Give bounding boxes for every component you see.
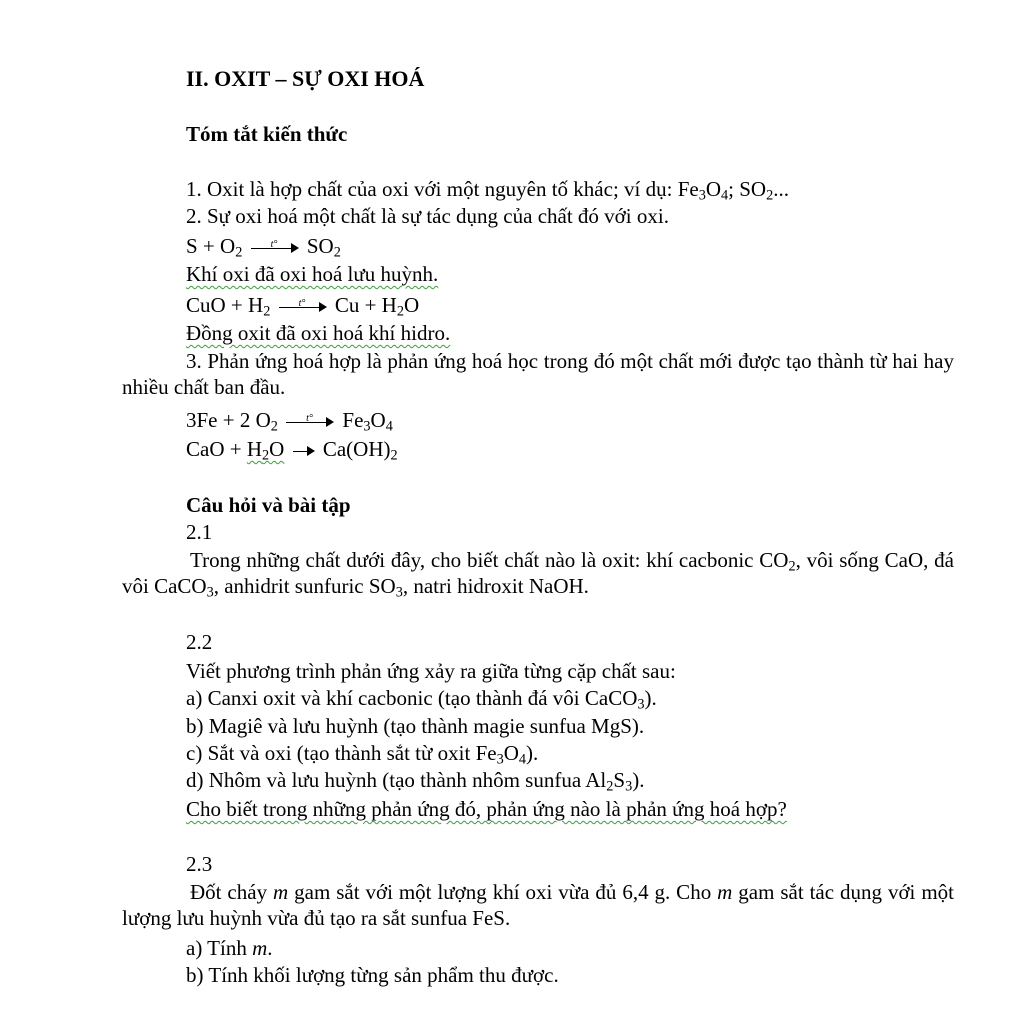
summary-heading: Tóm tắt kiến thức [186,122,348,146]
reaction-arrow-icon: t° [286,415,334,429]
reaction-arrow-icon [293,444,315,458]
question-2-1-text: Trong những chất dưới đây, cho biết chất nào là oxit: khí cacbonic $CO_2$, vôi sống CaO, đá vôi CaCO$_3$, anhidrit sunfuric $SO_3$, natri hidroxit NaOH. [122,548,954,601]
question-2-3-a: a) Tính m. [186,936,273,960]
question-2-2-c: c) Sắt và oxi (tạo thành sắt từ oxit $Fe_3O_4$). [186,741,539,768]
question-2-2-b: b) Magiê và lưu huỳnh (tạo thành magie sunfua MgS). [186,714,645,738]
question-2-2-intro: Viết phương trình phản ứng xảy ra giữa từng cặp chất sau: [186,659,676,683]
question-2-2-question: Cho biết trong những phản ứng đó, phản ứng nào là phản ứng hoá hợp? [186,797,787,821]
reaction-arrow-icon: t° [251,241,299,255]
question-2-3-b: b) Tính khối lượng từng sản phẩm thu được. [186,963,559,987]
equation-3: 3Fe + 2 $O_2$ t° $Fe_3O_4$ [186,408,393,435]
question-2-3-label: 2.3 [186,852,213,876]
point-2: 2. Sự oxi hoá một chất là sự tác dụng của chất đó với oxi. [186,204,669,228]
point-1: 1. Oxit là hợp chất của oxi với một nguyên tố khác; ví dụ: $Fe_3O_4$; $SO_2$... [186,177,789,204]
equation-2-note: Đồng oxit đã oxi hoá khí hidro. [186,321,451,345]
questions-heading: Câu hỏi và bài tập [186,493,351,517]
section-title: II. OXIT – SỰ OXI HOÁ [186,66,425,91]
equation-2: CuO + $H_2$ t° $Cu + H_2O$ [186,293,420,320]
reaction-arrow-icon: t° [279,300,327,314]
equation-1: $S + O_2$ t° $SO_2$ [186,234,341,261]
equation-4: CaO + $H_2O$ $Ca(OH)_2$ [186,437,398,464]
point-3: 3. Phản ứng hoá hợp là phản ứng hoá học trong đó một chất mới được tạo thành từ hai hay nhiều chất ban đầu. [122,349,954,399]
question-2-2-label: 2.2 [186,630,213,654]
equation-1-note: Khí oxi đã oxi hoá lưu huỳnh. [186,262,439,286]
question-2-2-d: d) Nhôm và lưu huỳnh (tạo thành nhôm sunfua $Al_2S_3$). [186,768,645,795]
question-2-3-text: Đốt cháy m gam sắt với một lượng khí oxi vừa đủ 6,4 g. Cho m gam sắt tác dụng với một lượng lưu huỳnh vừa đủ tạo ra sắt sunfua FeS. [122,880,954,930]
question-2-1-label: 2.1 [186,520,213,544]
question-2-2-a: a) Canxi oxit và khí cacbonic (tạo thành đá vôi CaCO$_3$). [186,686,657,713]
